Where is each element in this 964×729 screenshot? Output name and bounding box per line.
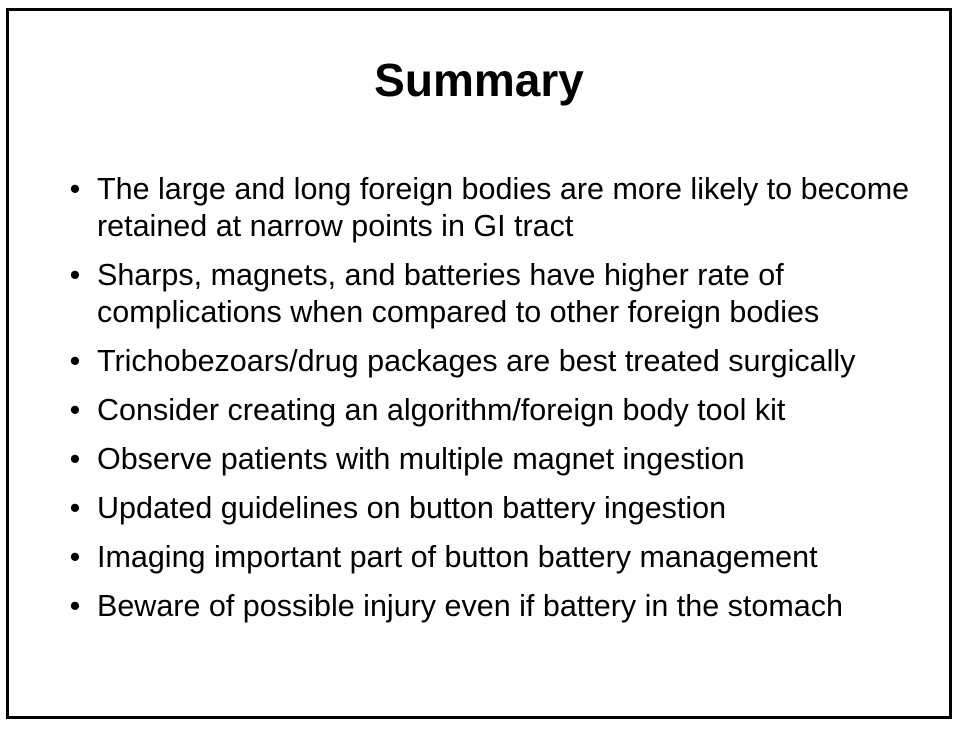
bullet-item [65, 539, 945, 576]
bullet-dot-icon: • [69, 540, 81, 574]
bullet-text: Updated guidelines on button battery ingestion [97, 491, 727, 525]
bullet-item [65, 343, 945, 380]
bullet-dot-icon: • [69, 393, 81, 427]
bullet-list [65, 171, 945, 637]
bullet-item [65, 171, 945, 245]
bullet-item [65, 392, 945, 429]
bullet-item [65, 257, 945, 331]
bullet-text: Observe patients with multiple magnet ingestion [97, 442, 745, 476]
bullet-dot-icon: • [69, 344, 81, 378]
bullet-text: Imaging important part of button battery management [97, 540, 818, 574]
slide-title: Summary [374, 54, 584, 106]
bullet-dot-icon: • [69, 589, 81, 623]
bullet-text: The large and long foreign bodies are more likely to become retained at narrow points in GI tract [97, 172, 910, 243]
bullet-item [65, 490, 945, 527]
bullet-text: Sharps, magnets, and batteries have higher rate of complications when compared to other foreign bodies [97, 258, 820, 329]
bullet-text: Trichobezoars/drug packages are best treated surgically [97, 344, 856, 378]
bullet-text: Beware of possible injury even if battery in the stomach [97, 589, 843, 623]
bullet-item [65, 588, 945, 625]
bullet-dot-icon: • [69, 258, 81, 292]
bullet-dot-icon: • [69, 442, 81, 476]
slide [6, 8, 952, 719]
bullet-dot-icon: • [69, 172, 81, 206]
bullet-item [65, 441, 945, 478]
bullet-text: Consider creating an algorithm/foreign body tool kit [97, 393, 786, 427]
bullet-dot-icon: • [69, 491, 81, 525]
